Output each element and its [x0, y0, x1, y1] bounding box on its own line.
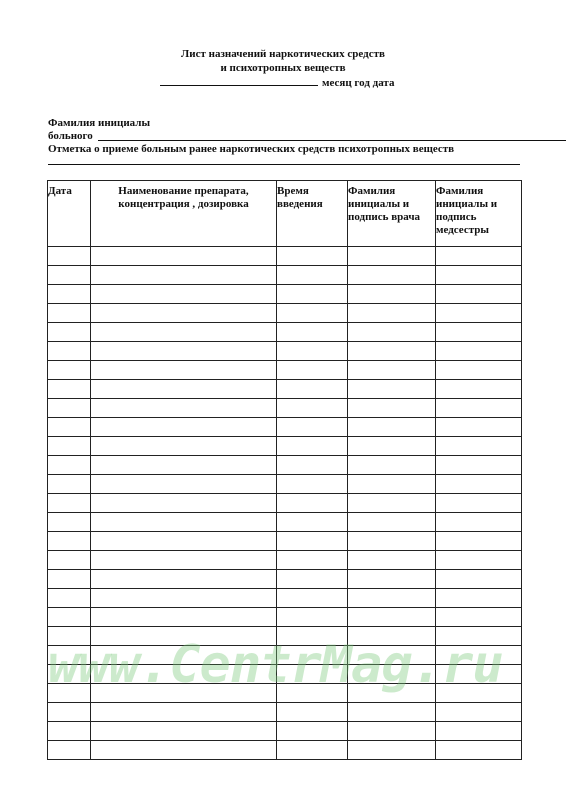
table-cell — [348, 285, 436, 304]
table-cell — [436, 342, 522, 361]
table-cell — [48, 304, 91, 323]
table-cell — [348, 399, 436, 418]
table-cell — [91, 475, 277, 494]
table-cell — [436, 285, 522, 304]
patient-name-blank-line — [98, 140, 566, 141]
table-cell — [348, 627, 436, 646]
table-row — [48, 665, 522, 684]
table-cell — [91, 551, 277, 570]
table-row — [48, 532, 522, 551]
table-cell — [348, 741, 436, 760]
table-cell — [348, 266, 436, 285]
document-title-line-2: и психотропных веществ — [220, 62, 346, 74]
table-cell — [277, 266, 348, 285]
table-cell — [48, 684, 91, 703]
table-cell — [277, 475, 348, 494]
table-cell — [91, 342, 277, 361]
table-cell — [348, 456, 436, 475]
table-cell — [277, 532, 348, 551]
table-cell — [436, 304, 522, 323]
table-cell — [48, 722, 91, 741]
table-cell — [348, 304, 436, 323]
table-cell — [348, 513, 436, 532]
table-cell — [436, 475, 522, 494]
table-cell — [48, 361, 91, 380]
table-cell — [436, 741, 522, 760]
patient-label: больного — [48, 130, 93, 142]
table-cell — [436, 456, 522, 475]
table-cell — [277, 323, 348, 342]
table-cell — [91, 722, 277, 741]
table-cell — [91, 627, 277, 646]
table-cell — [48, 741, 91, 760]
table-row — [48, 456, 522, 475]
table-cell — [277, 551, 348, 570]
table-cell — [348, 418, 436, 437]
table-cell — [348, 494, 436, 513]
table-row — [48, 722, 522, 741]
table-row — [48, 684, 522, 703]
table-cell — [48, 323, 91, 342]
table-cell — [91, 494, 277, 513]
table-cell — [277, 494, 348, 513]
table-row — [48, 570, 522, 589]
column-header-time: Время введения — [277, 181, 348, 247]
table-cell — [436, 247, 522, 266]
table-cell — [277, 646, 348, 665]
table-row — [48, 608, 522, 627]
date-line — [160, 75, 394, 90]
date-label: месяц год дата — [322, 77, 395, 89]
table-cell — [48, 532, 91, 551]
table-cell — [277, 418, 348, 437]
table-row — [48, 437, 522, 456]
table-cell — [348, 589, 436, 608]
table-cell — [348, 684, 436, 703]
table-cell — [348, 247, 436, 266]
table-cell — [436, 551, 522, 570]
table-cell — [48, 399, 91, 418]
table-cell — [348, 437, 436, 456]
prior-intake-blank-line — [48, 164, 520, 165]
table-cell — [436, 570, 522, 589]
table-cell — [91, 646, 277, 665]
table-cell — [91, 380, 277, 399]
table-cell — [348, 342, 436, 361]
watermark: www.CentrMag.ru — [48, 635, 503, 695]
prior-intake-label: Отметка о приеме больным ранее наркотических средств психотропных веществ — [48, 143, 455, 155]
table-cell — [436, 494, 522, 513]
table-cell — [436, 722, 522, 741]
table-row — [48, 380, 522, 399]
prescription-table — [47, 180, 522, 760]
table-cell — [436, 608, 522, 627]
table-cell — [91, 285, 277, 304]
table-cell — [436, 684, 522, 703]
column-header-drug: Наименование препарата, концентрация , дозировка — [91, 181, 277, 247]
table-cell — [348, 475, 436, 494]
table-cell — [48, 703, 91, 722]
table-cell — [48, 247, 91, 266]
column-header-doctor: Фамилия инициалы и подпись врача — [348, 181, 436, 247]
table-cell — [91, 589, 277, 608]
table-cell — [91, 570, 277, 589]
table-row — [48, 513, 522, 532]
table-cell — [91, 741, 277, 760]
table-row — [48, 304, 522, 323]
table-cell — [436, 380, 522, 399]
table-cell — [277, 741, 348, 760]
table-cell — [91, 437, 277, 456]
table-cell — [277, 247, 348, 266]
column-header-date: Дата — [48, 181, 91, 247]
table-cell — [277, 684, 348, 703]
table-cell — [277, 361, 348, 380]
table-cell — [48, 513, 91, 532]
table-cell — [436, 589, 522, 608]
table-cell — [48, 342, 91, 361]
table-cell — [348, 551, 436, 570]
table-cell — [277, 570, 348, 589]
table-body — [48, 247, 522, 760]
table-cell — [48, 380, 91, 399]
table-cell — [91, 361, 277, 380]
table-cell — [436, 703, 522, 722]
table-cell — [277, 456, 348, 475]
table-cell — [48, 456, 91, 475]
table-cell — [91, 665, 277, 684]
table-cell — [436, 627, 522, 646]
table-row — [48, 418, 522, 437]
table-row — [48, 646, 522, 665]
table-cell — [48, 418, 91, 437]
table-cell — [277, 437, 348, 456]
table-header-row — [48, 181, 522, 247]
table-row — [48, 266, 522, 285]
table-cell — [348, 646, 436, 665]
table-cell — [48, 285, 91, 304]
table-cell — [436, 399, 522, 418]
document-title-line-1: Лист назначений наркотических средств — [181, 48, 385, 60]
table-cell — [436, 532, 522, 551]
table-cell — [48, 551, 91, 570]
table-cell — [91, 608, 277, 627]
table-cell — [277, 285, 348, 304]
patient-label-row — [48, 129, 93, 143]
table-cell — [91, 532, 277, 551]
table-cell — [348, 323, 436, 342]
table-cell — [277, 608, 348, 627]
table-cell — [91, 684, 277, 703]
table-cell — [436, 665, 522, 684]
table-cell — [91, 456, 277, 475]
column-header-nurse: Фамилия инициалы и подпись медсестры — [436, 181, 522, 247]
table-cell — [48, 570, 91, 589]
table-row — [48, 361, 522, 380]
table-cell — [436, 646, 522, 665]
table-cell — [277, 703, 348, 722]
table-cell — [348, 665, 436, 684]
table-row — [48, 342, 522, 361]
table-cell — [48, 266, 91, 285]
date-blank-line — [160, 75, 318, 86]
table-cell — [277, 722, 348, 741]
table-cell — [348, 703, 436, 722]
table-cell — [277, 342, 348, 361]
table-cell — [91, 513, 277, 532]
table-cell — [348, 722, 436, 741]
table-cell — [91, 703, 277, 722]
table-cell — [348, 608, 436, 627]
table-row — [48, 741, 522, 760]
table-cell — [91, 323, 277, 342]
table-cell — [277, 627, 348, 646]
table-cell — [48, 627, 91, 646]
table-cell — [91, 418, 277, 437]
table-cell — [48, 665, 91, 684]
table-cell — [48, 589, 91, 608]
table-cell — [48, 494, 91, 513]
table-cell — [277, 399, 348, 418]
table-row — [48, 285, 522, 304]
table-cell — [436, 266, 522, 285]
table-row — [48, 551, 522, 570]
table-row — [48, 247, 522, 266]
table-row — [48, 703, 522, 722]
table-cell — [348, 570, 436, 589]
table-cell — [348, 532, 436, 551]
table-cell — [277, 513, 348, 532]
table-cell — [48, 646, 91, 665]
table-cell — [48, 475, 91, 494]
table-row — [48, 494, 522, 513]
table-cell — [277, 380, 348, 399]
table-cell — [91, 304, 277, 323]
table-cell — [348, 361, 436, 380]
table-cell — [348, 380, 436, 399]
table-cell — [277, 304, 348, 323]
table-cell — [91, 247, 277, 266]
table-row — [48, 475, 522, 494]
table-cell — [91, 266, 277, 285]
surname-label: Фамилия инициалы — [48, 117, 151, 129]
table-row — [48, 589, 522, 608]
table-row — [48, 627, 522, 646]
table-cell — [436, 361, 522, 380]
table-cell — [436, 513, 522, 532]
table-cell — [436, 437, 522, 456]
table-cell — [436, 323, 522, 342]
table-cell — [91, 399, 277, 418]
table-row — [48, 399, 522, 418]
table-row — [48, 323, 522, 342]
table-cell — [277, 589, 348, 608]
table-cell — [277, 665, 348, 684]
table-cell — [48, 437, 91, 456]
table-cell — [48, 608, 91, 627]
table-cell — [436, 418, 522, 437]
